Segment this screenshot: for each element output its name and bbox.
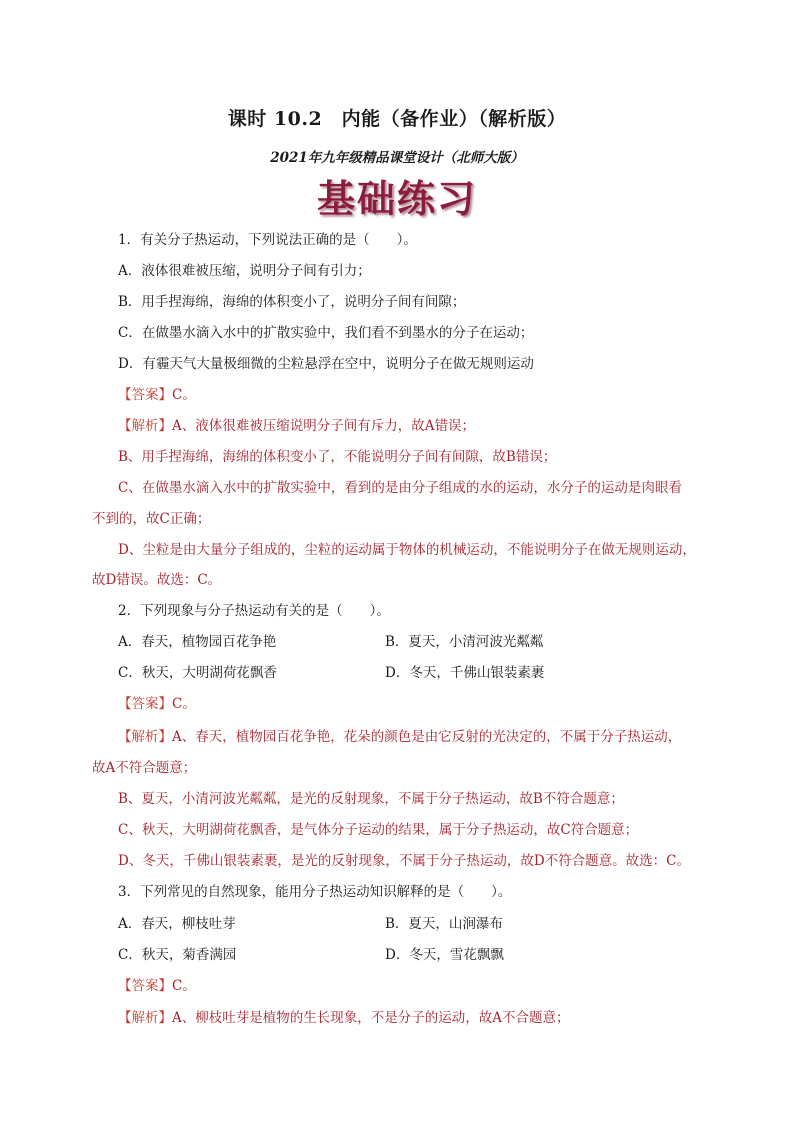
question-1-option-d: D．有霾天气大量极细微的尘粒悬浮在空中，说明分子在做无规则运动 — [118, 356, 534, 372]
question-2-option-d: D．冬天，千佛山银装素裹 — [385, 665, 545, 681]
answer-value: C。 — [172, 978, 196, 994]
question-1-answer — [118, 385, 196, 405]
question-2-option-c: C．秋天，大明湖荷花飘香 — [118, 665, 277, 681]
question-3-option-d: D．冬天，雪花飘飘 — [385, 947, 504, 963]
answer-value: C。 — [172, 696, 196, 712]
answer-tag: 【答案】 — [118, 387, 172, 403]
question-1-stem: 1．有关分子热运动，下列说法正确的是（ ）。 — [118, 232, 417, 248]
analysis-text: A、春天，植物园百花争艳，花朵的颜色是由它反射的光决定的，不属于分子热运动， — [172, 729, 682, 745]
question-3-option-c: C．秋天，菊香满园 — [118, 947, 237, 963]
question-2-analysis-line: D、冬天，千佛山银装素裹，是光的反射现象，不属于分子热运动，故D不符合题意。故选：C。 — [118, 853, 690, 869]
question-3-option-b: B．夏天，山涧瀑布 — [385, 916, 503, 932]
question-2-analysis-line: B、夏天，小清河波光粼粼，是光的反射现象，不属于分子热运动，故B不符合题意； — [118, 791, 624, 807]
question-3-analysis-line — [118, 1008, 570, 1028]
question-3-option-a: A．春天，柳枝吐芽 — [118, 916, 236, 932]
section-heading: 基础练习 — [316, 177, 477, 221]
page-subtitle: 2021年九年级精品课堂设计（北师大版） — [270, 150, 524, 166]
question-1-analysis-line: C、在做墨水滴入水中的扩散实验中，看到的是由分子组成的水的运动，水分子的运动是肉眼看 — [118, 480, 682, 496]
question-3-answer — [118, 976, 196, 996]
question-1-analysis-line: B、用手捏海绵，海绵的体积变小了，不能说明分子间有间隙，故B错误； — [118, 449, 557, 465]
question-2-analysis-line — [118, 727, 681, 747]
analysis-tag: 【解析】 — [118, 729, 172, 745]
analysis-text: A、液体很难被压缩说明分子间有斥力，故A错误； — [172, 418, 475, 434]
question-2-option-b: B．夏天，小清河波光粼粼 — [385, 634, 544, 650]
question-1-analysis-line — [118, 416, 475, 436]
question-1-analysis-line: D、尘粒是由大量分子组成的，尘粒的运动属于物体的机械运动，不能说明分子在做无规则运动， — [118, 542, 696, 558]
answer-tag: 【答案】 — [118, 696, 172, 712]
question-2-stem: 2．下列现象与分子热运动有关的是（ ）。 — [118, 603, 390, 619]
question-1-analysis-line: 故D错误。故选：C。 — [92, 572, 222, 588]
question-1-option-c: C．在做墨水滴入水中的扩散实验中，我们看不到墨水的分子在运动； — [118, 325, 534, 341]
question-2-answer — [118, 694, 196, 714]
analysis-tag: 【解析】 — [118, 418, 172, 434]
page-title: 课时 10.2 内能（备作业）（解析版） — [227, 108, 567, 130]
question-3-stem: 3．下列常见的自然现象，能用分子热运动知识解释的是（ ）。 — [118, 884, 512, 900]
question-1-analysis-line: 不到的，故C正确； — [92, 511, 211, 527]
analysis-tag: 【解析】 — [118, 1010, 172, 1026]
answer-tag: 【答案】 — [118, 978, 172, 994]
question-2-analysis-line: C、秋天，大明湖荷花飘香，是气体分子运动的结果，属于分子热运动，故C符合题意； — [118, 822, 639, 838]
question-1-option-b: B．用手捏海绵，海绵的体积变小了，说明分子间有间隙； — [118, 294, 466, 310]
analysis-text: A、柳枝吐芽是植物的生长现象，不是分子的运动，故A不合题意； — [172, 1010, 570, 1026]
question-2-option-a: A．春天，植物园百花争艳 — [118, 634, 277, 650]
answer-value: C。 — [172, 387, 196, 403]
question-1-option-a: A．液体很难被压缩，说明分子间有引力； — [118, 263, 371, 279]
question-2-analysis-line: 故A不符合题意； — [92, 760, 197, 776]
